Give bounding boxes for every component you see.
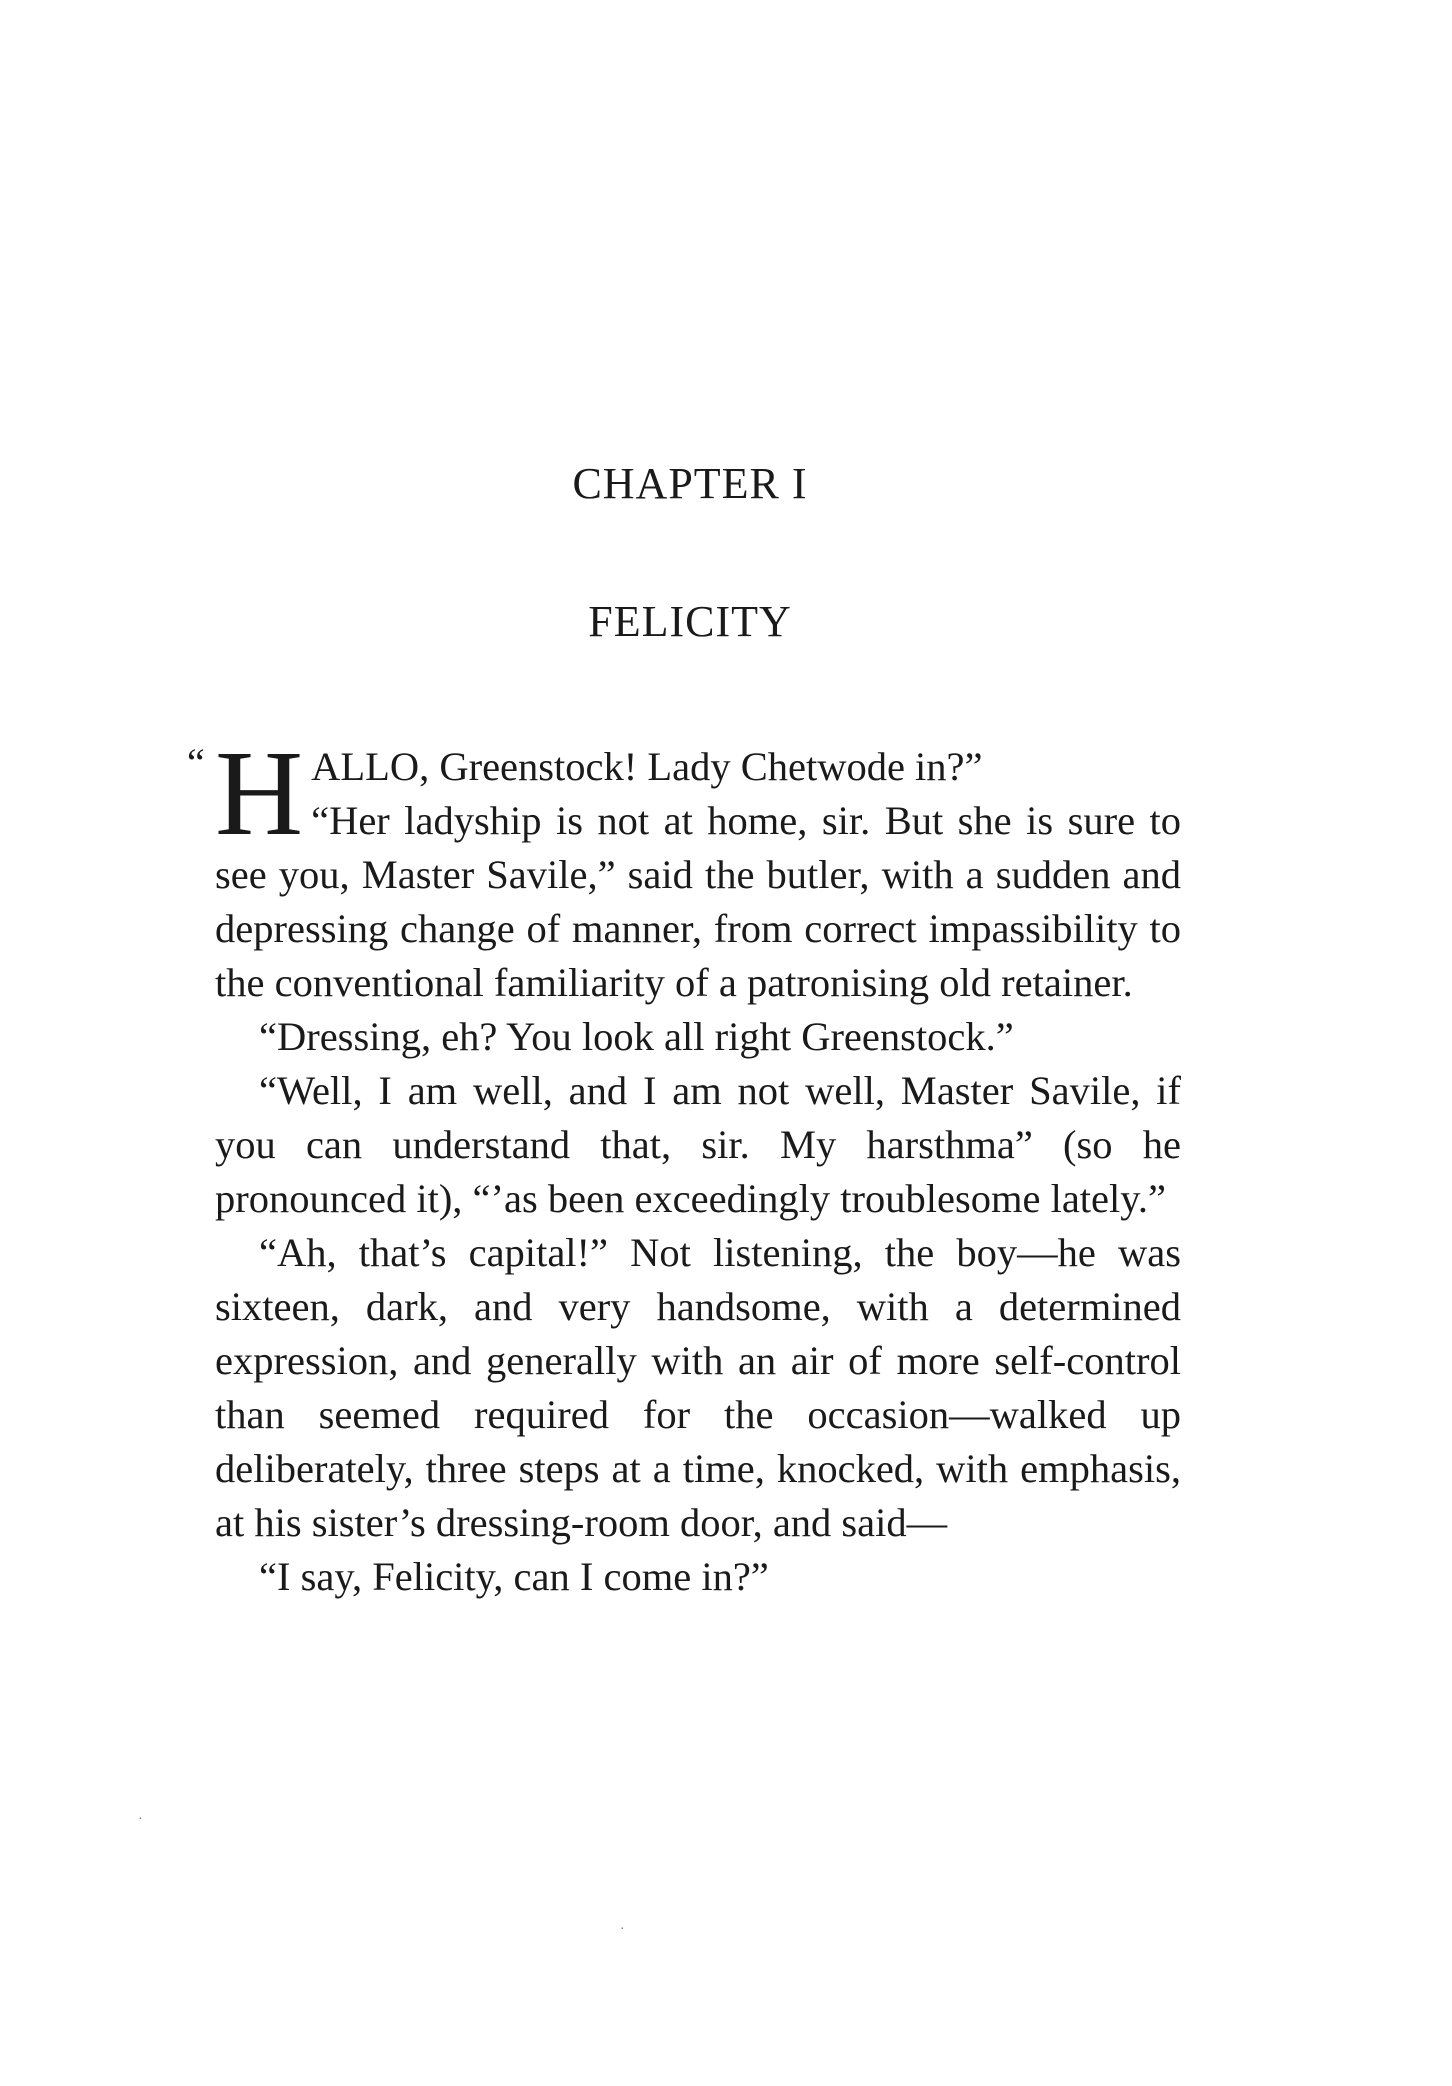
chapter-title: FELICITY bbox=[588, 597, 792, 646]
paragraph-2-text: “Her ladyship is not at home, sir. But she is sure to see you, Master Savile,” said the butler, with a sudden and depressing change of manner, from correct impassibility to the conventional familiarity of a patronising old retainer. bbox=[215, 798, 1181, 1005]
scan-speck: · bbox=[620, 1922, 625, 1937]
paragraph-3: “Dressing, eh? You look all right Greenstock.” bbox=[259, 1014, 1014, 1059]
paragraph-6: “I say, Felicity, can I come in?” bbox=[259, 1554, 769, 1599]
scan-speck: · bbox=[138, 1812, 143, 1827]
paragraph-1 bbox=[187, 726, 1181, 1010]
paragraph-1-text: ALLO, Greenstock! Lady Chetwode in?” bbox=[311, 744, 983, 789]
chapter-body bbox=[187, 726, 1181, 1604]
drop-cap-letter: H bbox=[215, 726, 304, 861]
opening-quote-mark: “ bbox=[187, 740, 205, 785]
paragraph-4: “Well, I am well, and I am not well, Master Savile, if you can understand that, sir. My harsthma” (so he pronounced it), “’as been exceedingly troublesome lately.” bbox=[215, 1068, 1181, 1221]
paragraph-5: “Ah, that’s capital!” Not listening, the boy—he was sixteen, dark, and very handsome, with a determined expression, and generally with an air of more self-control than seemed required for the occasion—walked up deliberately, three steps at a time, knocked, with emphasis, at his sister’s dressing-room door, and said— bbox=[215, 1230, 1181, 1545]
chapter-number: CHAPTER I bbox=[572, 459, 808, 508]
